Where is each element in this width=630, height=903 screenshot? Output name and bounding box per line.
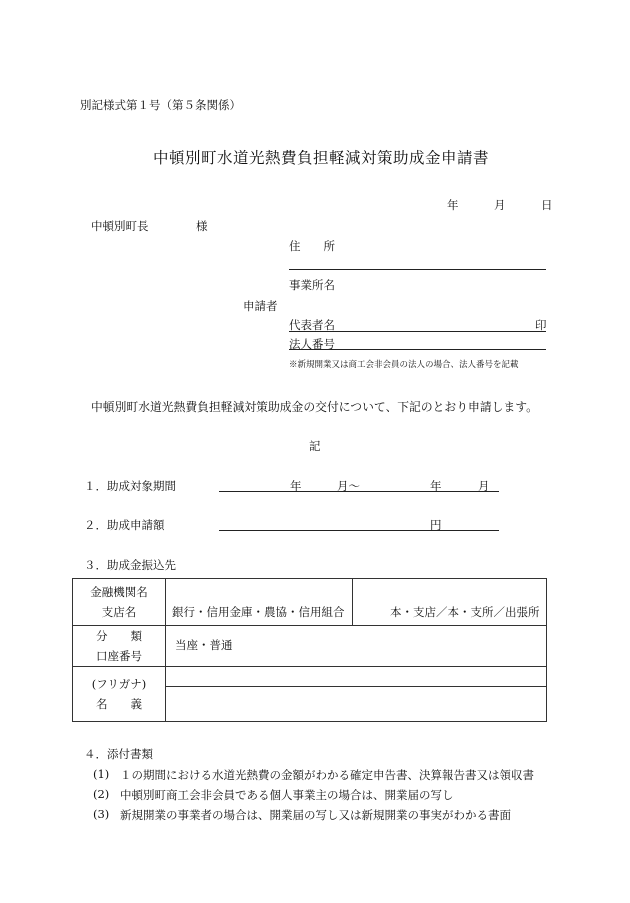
branch-name-cell[interactable]: [353, 579, 547, 626]
applicant-label: 申請者: [243, 299, 278, 313]
bank-row: [73, 579, 547, 626]
bank-name-header: [73, 579, 166, 626]
holder-cell[interactable]: [166, 687, 547, 722]
page-title: 中頓別町水道光熱費負担軽減対策助成金申請書: [153, 149, 490, 167]
period-field-line[interactable]: [219, 491, 499, 492]
holder-header: [73, 667, 166, 722]
date-year-label: 年: [447, 198, 459, 212]
account-header: [73, 626, 166, 667]
account-cell[interactable]: [166, 626, 547, 667]
branch-types: 本・支店／本・支所／出張所: [390, 605, 540, 619]
category-label: 分 類: [96, 629, 142, 643]
representative-label: 代表者名: [289, 318, 335, 332]
ki-label: 記: [309, 439, 321, 453]
attachment-text-2: 中頓別町商工会非会員である個人事業主の場合は、開業届の写し: [120, 788, 454, 802]
bank-types: 銀行・信用金庫・農協・信用組合: [172, 605, 345, 619]
branch-name-label: 支店名: [101, 605, 137, 619]
furigana-label: (フリガナ): [91, 677, 147, 691]
form-number: 別記様式第１号（第５条関係）: [80, 98, 241, 112]
seal-label: 印: [535, 318, 547, 332]
addressee-name: 中頓別町長: [91, 219, 149, 233]
bank-name-label: 金融機関名: [90, 585, 148, 599]
attachments-label: ４．添付書類: [84, 747, 153, 761]
attachment-no-3: (3): [93, 807, 110, 821]
intro-text: 中頓別町水道光熱費負担軽減対策助成金の交付について、下記のとおり申請します。: [91, 400, 538, 414]
addressee-honorific: 様: [196, 219, 208, 233]
period-to-year: 年: [430, 479, 442, 493]
date-month-label: 月: [494, 198, 506, 212]
account-row: [73, 626, 547, 667]
representative-field-line[interactable]: [289, 331, 546, 332]
period-from-year: 年: [290, 479, 302, 493]
transfer-label: ３．助成金振込先: [84, 558, 176, 572]
date-day-label: 日: [541, 198, 553, 212]
attachment-no-1: (1): [93, 767, 110, 781]
account-types: 当座・普通: [175, 638, 233, 652]
holder-label: 名 義: [96, 697, 142, 711]
period-label: １．助成対象期間: [84, 479, 176, 493]
amount-unit: 円: [430, 518, 442, 532]
attachment-text-3: 新規開業の事業者の場合は、開業届の写し又は新規開業の事実がわかる書面: [120, 808, 511, 822]
attachment-text-1: １の期間における水道光熱費の金額がわかる確定申告書、決算報告書又は領収書: [120, 768, 534, 782]
business-name-label: 事業所名: [289, 278, 335, 292]
address-label: 住 所: [289, 239, 335, 253]
bank-transfer-table: [72, 578, 547, 722]
corporate-number-note: ※新規開業又は商工会非会員の法人の場合、法人番号を記載: [289, 360, 519, 370]
furigana-row: [73, 667, 547, 687]
corporate-number-field-line[interactable]: [289, 349, 546, 350]
corporate-number-label: 法人番号: [289, 337, 335, 351]
amount-field-line[interactable]: [219, 530, 499, 531]
attachment-no-2: (2): [93, 787, 110, 801]
amount-label: ２．助成申請額: [84, 518, 165, 532]
account-number-label: 口座番号: [96, 649, 142, 663]
bank-name-cell[interactable]: [166, 579, 353, 626]
furigana-cell[interactable]: [166, 667, 547, 687]
address-field-line[interactable]: [289, 269, 546, 270]
period-to-month: 月: [478, 479, 490, 493]
period-from-month: 月～: [337, 479, 360, 493]
